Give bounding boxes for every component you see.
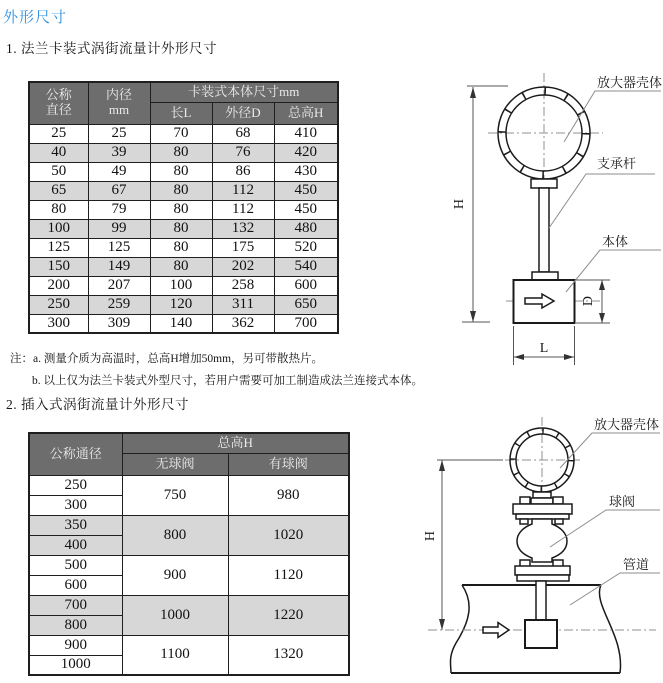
header-body-size-group: 卡装式本体尺寸mm [150, 82, 338, 102]
table-row [29, 314, 338, 333]
flange-plate [515, 566, 570, 575]
table-cell: 600 [29, 575, 122, 595]
table-cell: 800 [122, 515, 228, 555]
label-ball-valve: 球阀 [609, 494, 636, 509]
table-row [29, 238, 338, 257]
table-cell: 132 [212, 219, 274, 238]
arrowhead-icon [439, 619, 445, 630]
table-cell: 362 [212, 314, 274, 333]
label-pipe: 管道 [623, 557, 650, 572]
table-row [29, 200, 338, 219]
table-cell: 520 [274, 238, 338, 257]
sensor-block [525, 620, 557, 648]
note-b: b. 以上仅为法兰卡装式外型尺寸，若用户需要可加工制造成法兰连接式本体。 [32, 375, 423, 387]
table-row [29, 635, 349, 655]
page-title: 外形尺寸 [3, 9, 68, 26]
table-cell: 200 [29, 276, 88, 295]
dim-label-l: L [539, 341, 549, 356]
arrowhead-icon [470, 311, 476, 322]
table-cell: 140 [150, 314, 212, 333]
table-cell: 540 [274, 257, 338, 276]
table-cell: 80 [150, 257, 212, 276]
table-row [29, 181, 338, 200]
header-inner-diameter [88, 82, 150, 124]
leader-line [566, 250, 661, 292]
table-row [29, 124, 338, 143]
header-nominal-diameter [29, 82, 88, 124]
table-cell: 80 [150, 200, 212, 219]
flow-arrow-icon [483, 623, 509, 638]
table-cell: 350 [29, 515, 122, 535]
arrowhead-icon [599, 313, 605, 323]
table-row [29, 143, 338, 162]
table-cell: 25 [29, 124, 88, 143]
table-cell: 450 [274, 181, 338, 200]
table-row [29, 162, 338, 181]
housing-boss [531, 179, 557, 188]
table-cell: 700 [29, 595, 122, 615]
header-outer-diameter: 外径D [212, 102, 274, 124]
label-amplifier-housing: 放大器壳体 [594, 417, 660, 432]
table-cell: 112 [212, 200, 274, 219]
table-row [29, 295, 338, 314]
table-cell: 1000 [29, 655, 122, 675]
table-cell: 750 [122, 475, 228, 515]
table-cell: 300 [29, 314, 88, 333]
header-line: 公称 [45, 87, 72, 103]
table-cell: 500 [29, 555, 122, 575]
table-cell: 112 [212, 181, 274, 200]
dim-label-d: D [581, 295, 596, 307]
bolt [553, 497, 563, 504]
table-cell: 100 [29, 219, 88, 238]
section1-heading: 1. 法兰卡装式涡街流量计外形尺寸 [6, 41, 217, 56]
label-amplifier-housing: 放大器壳体 [597, 75, 663, 90]
arrowhead-icon [514, 354, 524, 360]
arrowhead-icon [470, 87, 476, 98]
table-row [29, 276, 338, 295]
table-cell: 68 [212, 124, 274, 143]
table-row [29, 595, 349, 615]
table-cell: 70 [150, 124, 212, 143]
bolt [520, 497, 530, 504]
table-cell: 80 [150, 162, 212, 181]
label-support-rod: 支承杆 [597, 156, 637, 171]
flange-type-diagram [430, 60, 663, 370]
table-cell: 1220 [228, 595, 349, 635]
flange-plate [517, 575, 569, 581]
leader-line [560, 433, 660, 468]
table-cell: 149 [88, 257, 150, 276]
table-cell: 311 [212, 295, 274, 314]
table-cell: 120 [150, 295, 212, 314]
table-cell: 49 [88, 162, 150, 181]
arrowhead-icon [564, 354, 574, 360]
table-cell: 86 [212, 162, 274, 181]
insert-table-body [29, 475, 349, 675]
bolt [520, 519, 528, 524]
table-cell: 125 [29, 238, 88, 257]
dim-label-h: H [452, 198, 467, 210]
header-length: 长L [150, 102, 212, 124]
table-cell: 250 [29, 475, 122, 495]
label-body: 本体 [602, 234, 629, 249]
table-cell: 400 [29, 535, 122, 555]
probe-rod [536, 581, 546, 620]
table-row [29, 515, 349, 535]
housing-collar [531, 498, 553, 504]
table-cell: 150 [29, 257, 88, 276]
table-cell: 430 [274, 162, 338, 181]
pipe-break-right [599, 585, 620, 673]
table-cell: 76 [212, 143, 274, 162]
table-cell: 80 [150, 143, 212, 162]
table-cell: 80 [150, 238, 212, 257]
table-cell: 900 [29, 635, 122, 655]
table-cell: 80 [29, 200, 88, 219]
table-cell: 80 [150, 181, 212, 200]
table-row [29, 475, 349, 495]
table-cell: 175 [212, 238, 274, 257]
header-line: mm [108, 102, 130, 118]
table-cell: 258 [212, 276, 274, 295]
table-cell: 1100 [122, 635, 228, 675]
table-cell: 67 [88, 181, 150, 200]
table-cell: 207 [88, 276, 150, 295]
header-line: 直径 [45, 102, 72, 118]
note-a: 注：a. 测量介质为高温时，总高H增加50mm，另可带散热片。 [10, 353, 324, 365]
table-cell: 250 [29, 295, 88, 314]
table-cell: 309 [88, 314, 150, 333]
support-rod [539, 188, 549, 272]
flange-table-body [29, 124, 338, 333]
pipe-break-left [450, 585, 469, 673]
table-row [29, 555, 349, 575]
table-cell: 100 [150, 276, 212, 295]
bolt [555, 519, 563, 524]
flange-dimension-table [28, 81, 339, 334]
table-cell: 39 [88, 143, 150, 162]
table-cell: 25 [88, 124, 150, 143]
table-cell: 65 [29, 181, 88, 200]
table-cell: 1000 [122, 595, 228, 635]
table-cell: 40 [29, 143, 88, 162]
table-cell: 650 [274, 295, 338, 314]
header-line: 内径 [105, 87, 132, 103]
insertion-type-diagram [420, 405, 663, 683]
table-cell: 450 [274, 200, 338, 219]
table-cell: 80 [150, 219, 212, 238]
table-cell: 900 [122, 555, 228, 595]
table-cell: 700 [274, 314, 338, 333]
header-with-ball-valve: 有球阀 [228, 453, 349, 475]
header-no-ball-valve: 无球阀 [122, 453, 228, 475]
table-cell: 600 [274, 276, 338, 295]
table-row [29, 219, 338, 238]
table-cell: 202 [212, 257, 274, 276]
leader-line [570, 573, 660, 605]
table-cell: 480 [274, 219, 338, 238]
table-cell: 79 [88, 200, 150, 219]
flange-plate [513, 504, 572, 514]
table-cell: 410 [274, 124, 338, 143]
housing-neck [533, 492, 551, 498]
header-total-height: 总高H [274, 102, 338, 124]
table-cell: 1320 [228, 635, 349, 675]
insertion-dimension-table [28, 432, 350, 676]
table-cell: 800 [29, 615, 122, 635]
arrowhead-icon [599, 280, 605, 290]
table-cell: 980 [228, 475, 349, 515]
body-boss [532, 272, 558, 280]
header-nominal-bore: 公称通径 [29, 433, 122, 475]
table-cell: 1120 [228, 555, 349, 595]
table-cell: 259 [88, 295, 150, 314]
leader-line [549, 174, 655, 228]
section2-heading: 2. 插入式涡街流量计外形尺寸 [6, 397, 189, 412]
dim-label-h: H [423, 530, 438, 542]
table-cell: 50 [29, 162, 88, 181]
table-cell: 1020 [228, 515, 349, 555]
table-cell: 99 [88, 219, 150, 238]
table-cell: 125 [88, 238, 150, 257]
header-total-height-group: 总高H [122, 433, 349, 453]
table-cell: 420 [274, 143, 338, 162]
table-row [29, 257, 338, 276]
table-cell: 300 [29, 495, 122, 515]
arrowhead-icon [439, 460, 445, 471]
